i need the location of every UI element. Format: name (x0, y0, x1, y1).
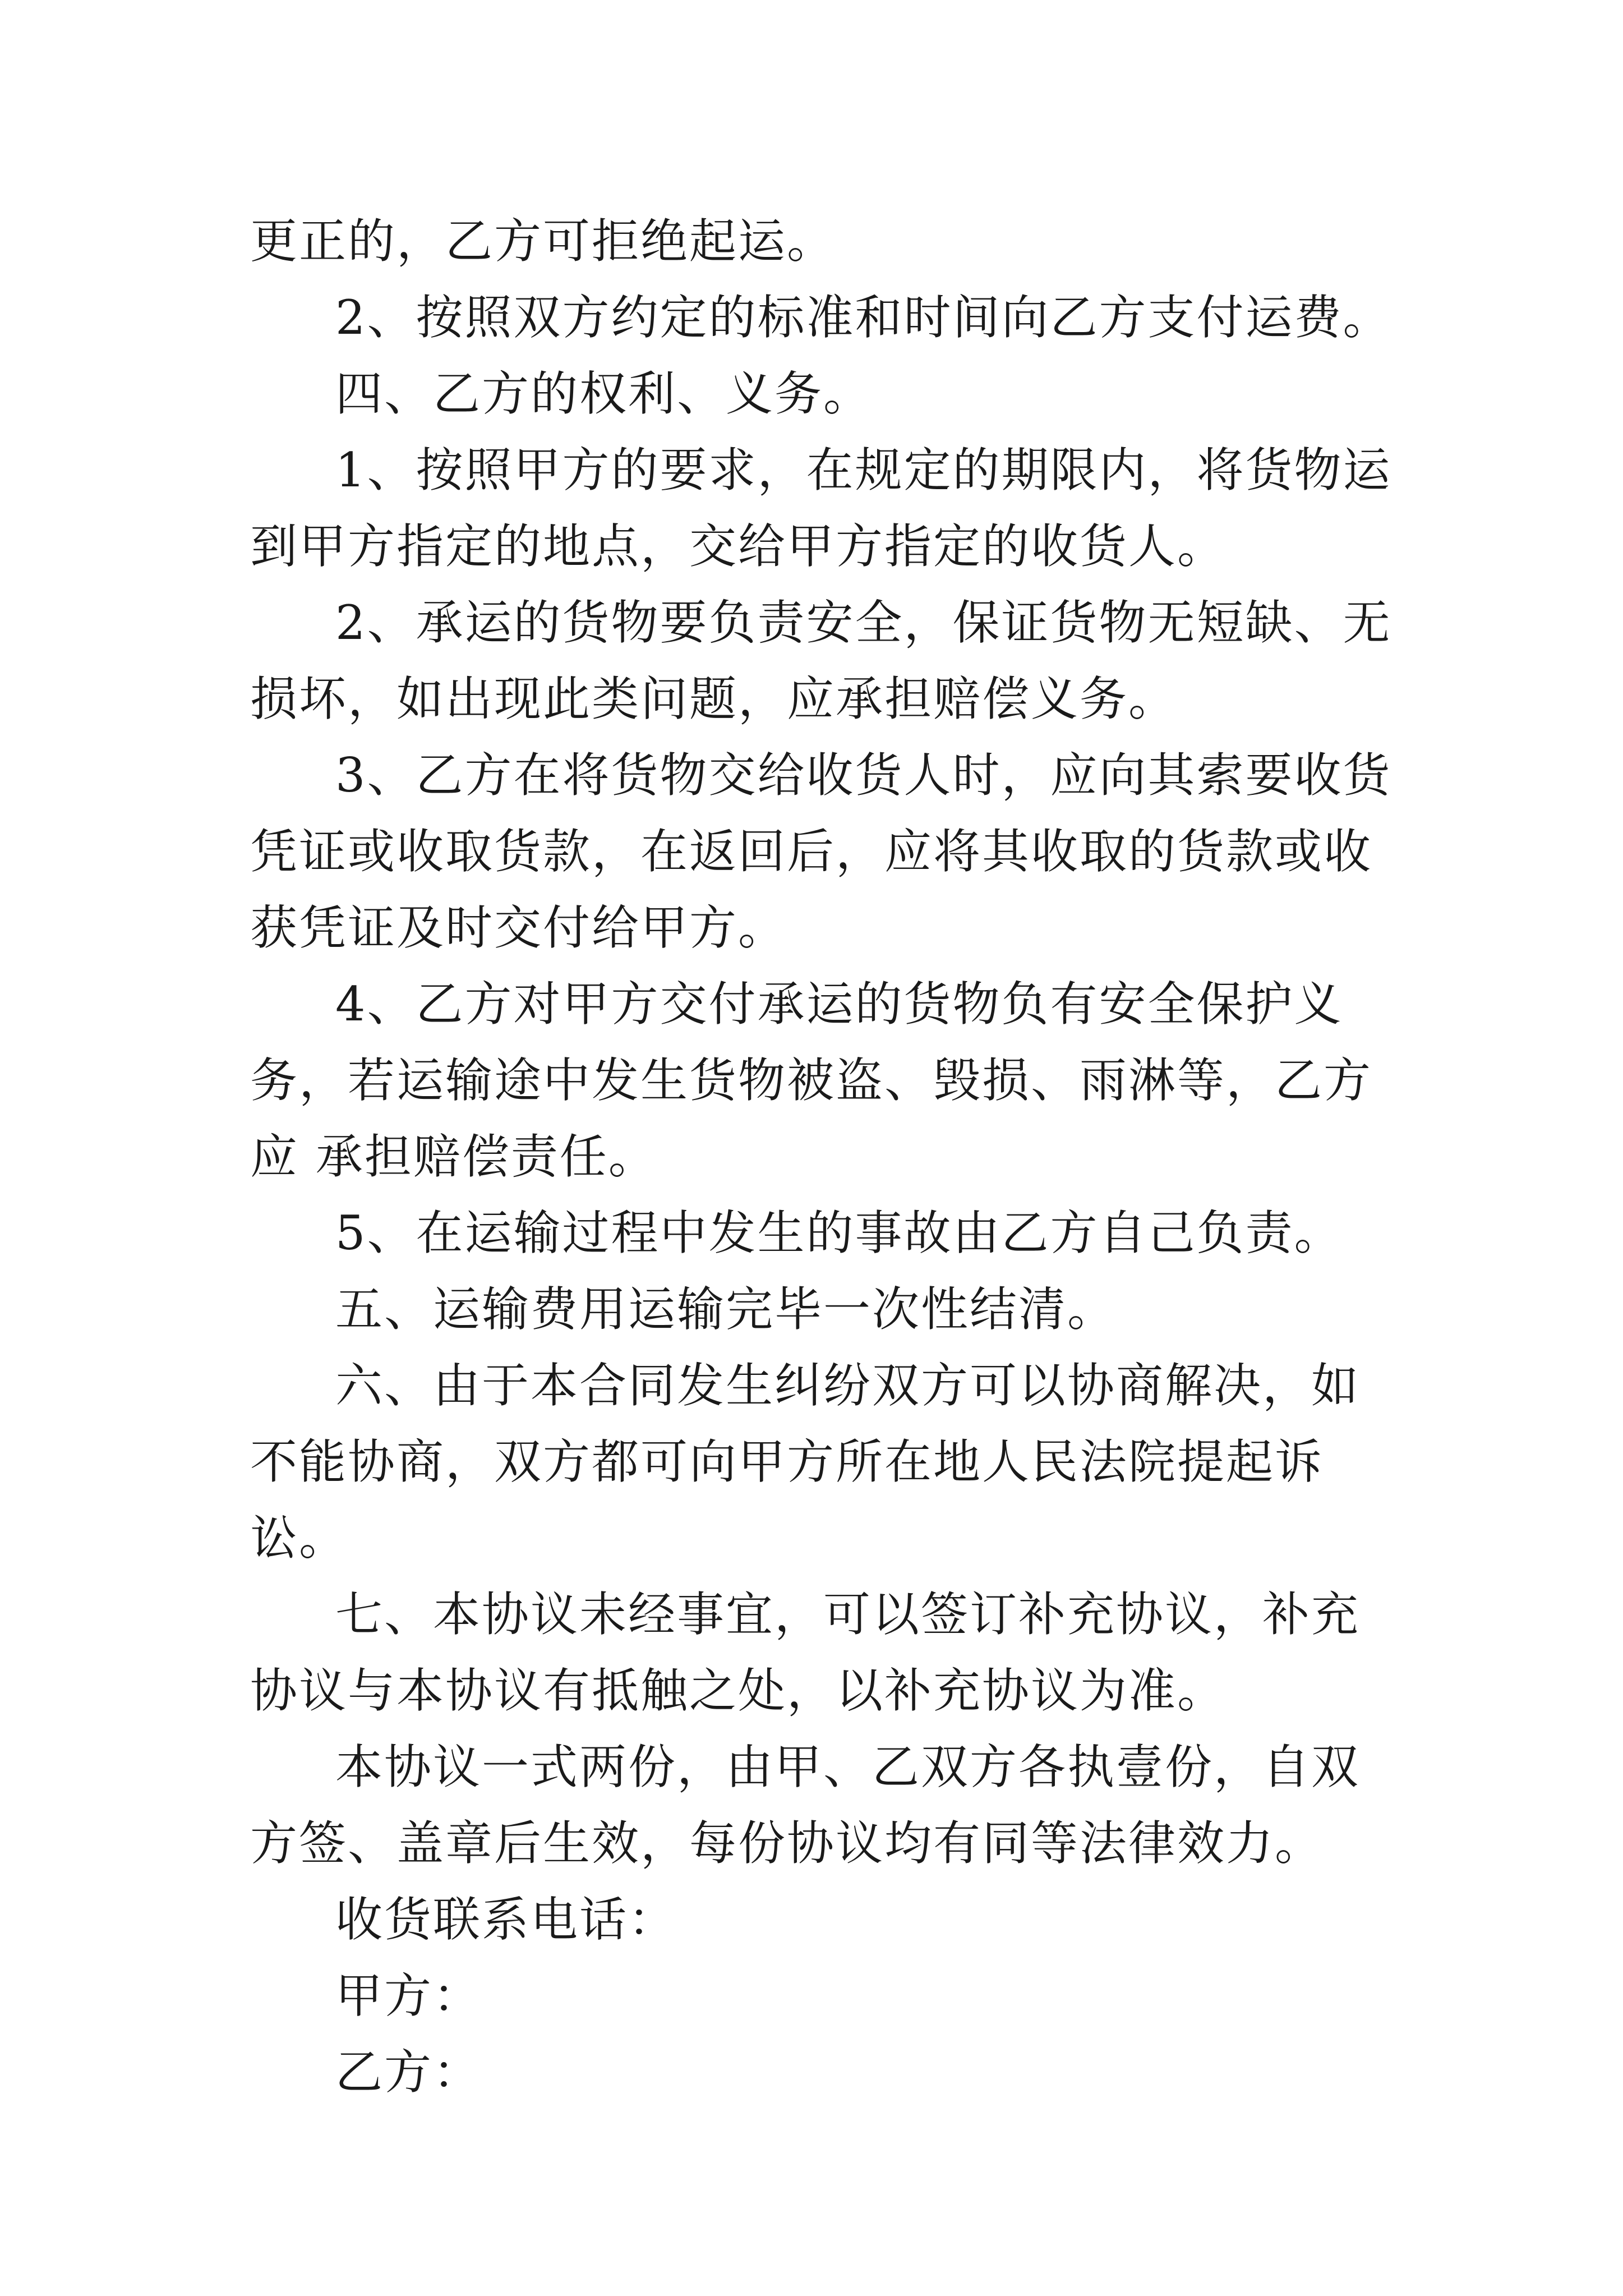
paragraph-item-2-payment: 2、按照双方约定的标准和时间向乙方支付运费。 (335, 290, 1392, 345)
paragraph-continuation: 更正的，乙方可拒绝起运。 (250, 214, 836, 269)
document-body (250, 203, 1394, 2110)
contact-phone-label: 收货联系电话： (335, 1892, 677, 1947)
section-heading-6: 六、由于本合同发生纠纷双方可以协商解决，如不能协商，双方都可向甲方所在地人民法院提起诉讼。 (250, 1358, 1361, 1566)
party-b-label: 乙方： (335, 2045, 482, 2100)
paragraph-item-3-receipt: 3、乙方在将货物交给收货人时，应向其索要收货凭证或收取货款，在返回后，应将其收取的货款或收 获凭证及时交付给甲方。 (250, 748, 1392, 955)
paragraph-item-2-safety: 2、承运的货物要负责安全，保证货物无短缺、无损坏，如出现此类问题，应承担赔偿义务。 (250, 595, 1392, 726)
party-a-label: 甲方： (335, 1968, 482, 2023)
paragraph-item-1-delivery: 1、按照甲方的要求，在规定的期限内，将货物运到甲方指定的地点，交给甲方指定的收货人。 (250, 443, 1392, 574)
section-heading-4: 四、乙方的权利、义务。 (335, 366, 873, 421)
paragraph-item-5-accident: 5、在运输过程中发生的事故由乙方自己负责。 (335, 1205, 1343, 1260)
section-heading-5: 五、运输费用运输完毕一次性结清。 (335, 1282, 1117, 1337)
paragraph-copies: 本协议一式两份，由甲、乙双方各执壹份，自双方签、盖章后生效，每份协议均有同等法律效力。 (250, 1740, 1361, 1871)
section-heading-7: 七、本协议未经事宜，可以签订补充协议，补充协议与本协议有抵触之处，以补充协议为准。 (250, 1587, 1361, 1718)
paragraph-item-4-protection: 4、乙方对甲方交付承运的货物负有安全保护义务，若运输途中发生货物被盗、毁损、雨淋等，乙方应 承担赔偿责任。 (250, 977, 1373, 1184)
